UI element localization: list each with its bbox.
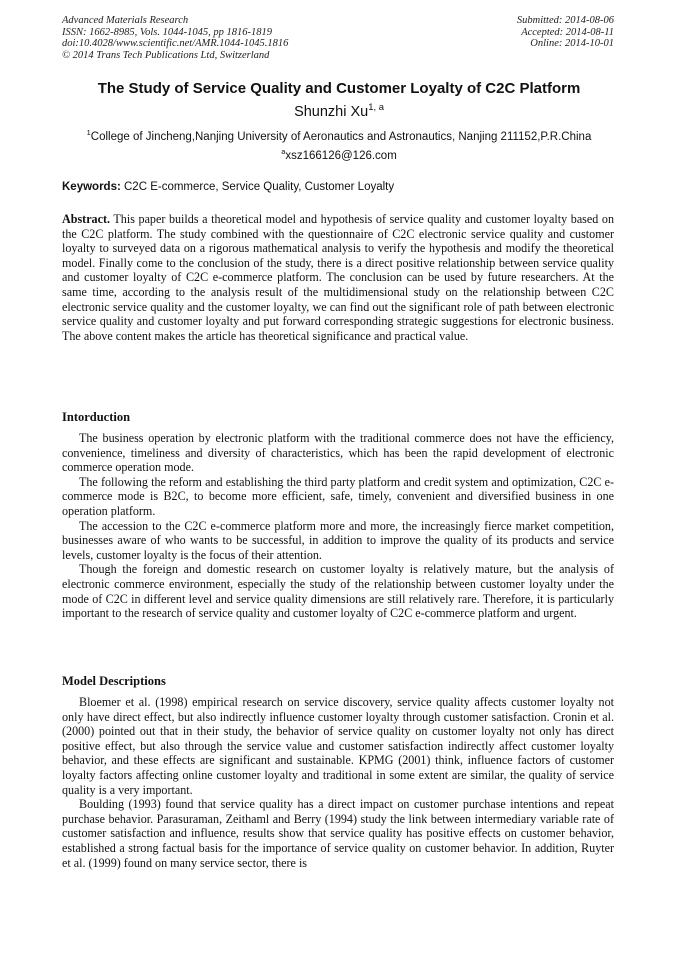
model-paragraph-2: Boulding (1993) found that service quality has a direct impact on customer purchase intentions and repeat purchase behavior. Parasuraman, Zeithaml and Berry (1994) study the link between intermediary variable rate of customer satisfaction and influence, results show that service quality has positive effects on customer behavior, established a strong factual basis for the importance of service quality on customer behavior. In addition, Ruyter et al. (1999) found on many service sector, there is bbox=[62, 797, 614, 870]
model-paragraph-1: Bloemer et al. (1998) empirical research on service discovery, service quality affects customer loyalty not only have direct effect, but also indirectly influence customer loyalty through customer satisfaction. Cronin et al. (2000) pointed out that in their study, the behavior of service quality on customer loyalty not only has direct positive effect, but also through the service value and customer satisfaction indirectly affect customer loyalty behavior, and these effects are significant and sustainable. KPMG (2001) think, influence factors of customer loyalty factors affecting online customer loyalty and traditional in some extent are similar, the quality of service quality is a very important. bbox=[62, 695, 614, 797]
section-heading-model-descriptions: Model Descriptions bbox=[62, 674, 166, 688]
keywords-text: C2C E-commerce, Service Quality, Customer Loyalty bbox=[124, 181, 395, 193]
submitted-date: Submitted: 2014-08-06 bbox=[516, 15, 614, 26]
copyright-line: © 2014 Trans Tech Publications Ltd, Switzerland bbox=[62, 49, 270, 61]
author-line bbox=[0, 101, 678, 120]
author-name: Shunzhi Xu bbox=[294, 104, 369, 120]
journal-name: Advanced Materials Research bbox=[62, 15, 189, 26]
doi-line[interactable]: doi:10.4028/www.scientific.net/AMR.1044-1045.1816 bbox=[62, 38, 289, 50]
intro-paragraph-1: The business operation by electronic platform with the traditional commerce does not have the efficiency, convenience, timeliness and diversity of characteristics, which has been the rapid development of electronic commerce operation mode. bbox=[62, 431, 614, 475]
introduction-section bbox=[62, 431, 614, 621]
intro-paragraph-3: The accession to the C2C e-commerce platform more and more, the increasingly fierce market competition, businesses aware of who wants to be successful, in addition to improve the quality of its products and service levels, customer loyalty is the focus of their attention. bbox=[62, 518, 614, 562]
journal-info bbox=[62, 15, 288, 61]
affiliation-line bbox=[0, 128, 678, 143]
email-line bbox=[0, 147, 678, 162]
email-superscript: a bbox=[281, 147, 286, 157]
intro-paragraph-4: Though the foreign and domestic research on customer loyalty is relatively mature, but the analysis of electronic commerce environment, especially the study of the relationship between customer loyalty under the mode of C2C in different level and service quality dimensions are still relatively rare. Therefore, it is particularly important to the research of service quality and customer loyalty of C2C e-commerce platform and urgent. bbox=[62, 562, 614, 621]
issn-line: ISSN: 1662-8985, Vols. 1044-1045, pp 1816-1819 bbox=[62, 26, 272, 38]
publication-dates bbox=[517, 15, 614, 50]
section-heading-introduction: Intorduction bbox=[62, 410, 131, 424]
abstract-label: Abstract. bbox=[62, 212, 111, 226]
model-descriptions-section bbox=[62, 695, 614, 870]
intro-paragraph-2: The following the reform and establishing the third party platform and credit system and optimization, C2C e-commerce mode is B2C, to become more efficient, safe, timely, convenient and diversified business in one operation platform. bbox=[62, 474, 614, 518]
online-date: Online: 2014-10-01 bbox=[530, 38, 614, 50]
affiliation-superscript: 1 bbox=[86, 128, 91, 138]
keywords-line bbox=[62, 181, 618, 193]
author-email[interactable]: xsz166126@126.com bbox=[285, 150, 397, 162]
abstract-paragraph bbox=[62, 212, 614, 343]
keywords-label: Keywords: bbox=[62, 181, 121, 193]
abstract-text: This paper builds a theoretical model and hypothesis of service quality and customer loyalty based on the C2C platform. The study combined with the questionnaire of C2C electronic service quality and customer loyalty to surveyed data on a rigorous mathematical analysis to verify the hypothesis and modify the theoretical model. Finally come to the conclusion of the study, there is a direct positive relationship between service quality and customer loyalty of C2C e-commerce platform. The conclusion can be used by future researchers. At the same time, according to the analysis result of the multidimensional study on the relationship between C2C electronic service quality and the customer loyalty, we can find out the significant role of path between electronic service quality and customer loyalty and put forward corresponding strategic suggestions for electronic business. The above content makes the article has theoretical significance and practical value. bbox=[62, 212, 614, 343]
accepted-date: Accepted: 2014-08-11 bbox=[521, 26, 614, 38]
paper-title: The Study of Service Quality and Customer Loyalty of C2C Platform bbox=[97, 80, 581, 97]
author-superscript: 1, a bbox=[368, 101, 384, 113]
affiliation-text: College of Jincheng,Nanjing University of Aeronautics and Astronautics, Nanjing 211152,P.R.China bbox=[90, 131, 592, 143]
